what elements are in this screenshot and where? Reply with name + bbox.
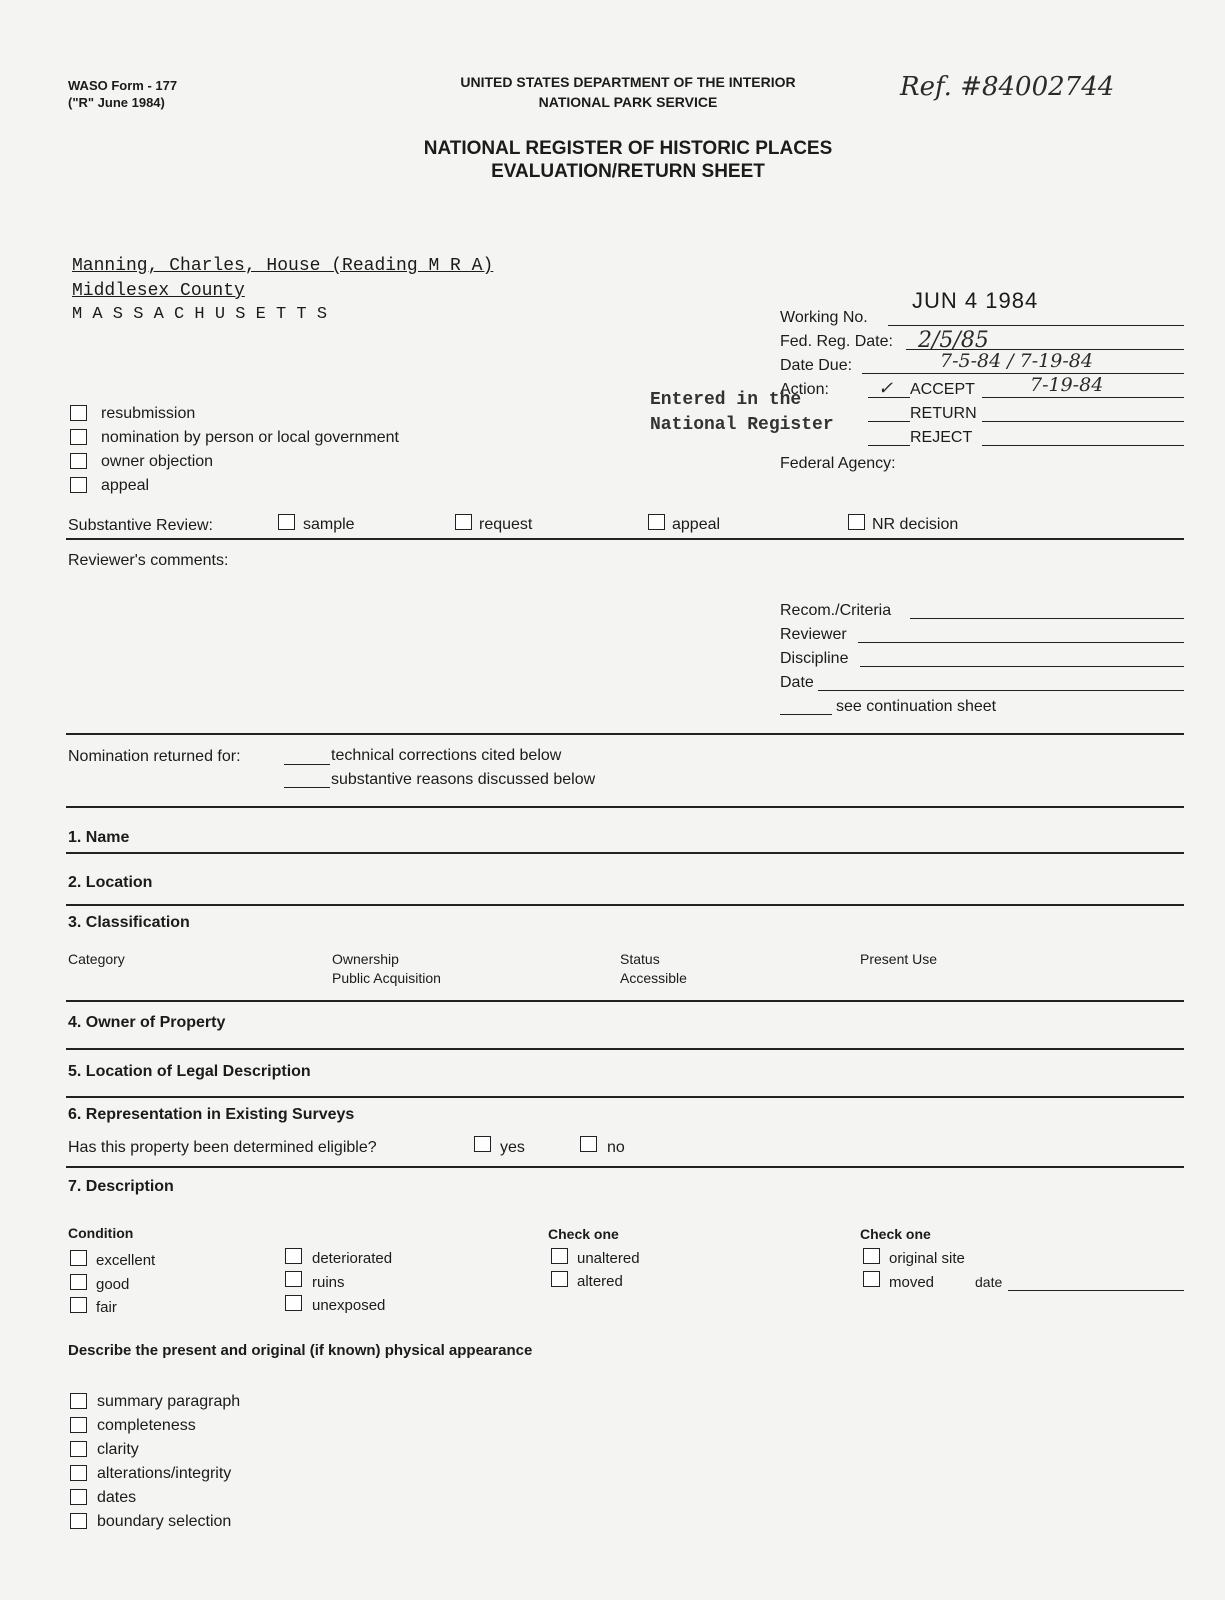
form-subtitle: EVALUATION/RETURN SHEET bbox=[491, 161, 765, 182]
divider bbox=[66, 852, 1184, 854]
section-location-heading: 2. Location bbox=[68, 874, 153, 891]
substantive-review-label: Substantive Review: bbox=[68, 517, 213, 534]
nomination-person-label: nomination by person or local government bbox=[101, 429, 399, 446]
condition-deteriorated-checkbox[interactable] bbox=[285, 1248, 302, 1264]
appeal-label: appeal bbox=[101, 477, 150, 494]
classification-accessible: Accessible bbox=[620, 970, 687, 986]
return-label[interactable]: RETURN bbox=[910, 405, 977, 422]
classification-category: Category bbox=[68, 951, 125, 967]
review-nr-decision-label: NR decision bbox=[872, 516, 959, 533]
technical-corrections-label: technical corrections cited below bbox=[331, 747, 562, 764]
summary-paragraph-checkbox[interactable] bbox=[70, 1393, 87, 1409]
moved-checkbox[interactable] bbox=[863, 1271, 880, 1287]
entered-stamp-line-2: National Register bbox=[650, 415, 834, 435]
resubmission-label: resubmission bbox=[101, 405, 196, 422]
divider bbox=[66, 1048, 1184, 1050]
moved-date-line[interactable] bbox=[1008, 1290, 1184, 1291]
eligible-yes-label: yes bbox=[500, 1139, 525, 1156]
working-no-line bbox=[888, 325, 1184, 326]
divider bbox=[66, 904, 1184, 906]
return-line bbox=[982, 421, 1184, 422]
eligible-no-checkbox[interactable] bbox=[580, 1136, 597, 1152]
section-surveys-heading: 6. Representation in Existing Surveys bbox=[68, 1106, 355, 1123]
eligible-no-label: no bbox=[607, 1139, 625, 1156]
alterations-integrity-checkbox[interactable] bbox=[70, 1465, 87, 1481]
accept-label[interactable]: ACCEPT bbox=[910, 381, 975, 398]
physical-appearance-label: Describe the present and original (if known) physical appearance bbox=[68, 1342, 533, 1359]
property-name: Manning, Charles, House (Reading M R A) bbox=[72, 256, 494, 276]
reviewer-date-line[interactable] bbox=[818, 690, 1184, 691]
working-no-label: Working No. bbox=[780, 309, 868, 326]
divider bbox=[66, 1166, 1184, 1168]
reject-blank bbox=[868, 445, 910, 446]
reject-label[interactable]: REJECT bbox=[910, 429, 973, 446]
reference-number: Ref. #84002744 bbox=[900, 72, 1115, 102]
form-date: ("R" June 1984) bbox=[68, 95, 165, 110]
date-due-line bbox=[862, 373, 1184, 374]
condition-good-checkbox[interactable] bbox=[70, 1274, 87, 1290]
classification-present-use: Present Use bbox=[860, 951, 938, 967]
discipline-label: Discipline bbox=[780, 650, 849, 667]
review-appeal-label: appeal bbox=[672, 516, 721, 533]
accept-date-value: 7-19-84 bbox=[1030, 374, 1104, 396]
nomination-returned-label: Nomination returned for: bbox=[68, 748, 241, 765]
technical-corrections-blank[interactable] bbox=[284, 764, 330, 765]
property-county: Middlesex County bbox=[72, 281, 245, 301]
federal-agency-label: Federal Agency: bbox=[780, 455, 896, 472]
classification-status: Status bbox=[620, 951, 660, 967]
altered-label: altered bbox=[577, 1273, 623, 1290]
eligible-yes-checkbox[interactable] bbox=[474, 1136, 491, 1152]
condition-fair-label: fair bbox=[96, 1299, 117, 1316]
divider bbox=[66, 1000, 1184, 1002]
owner-objection-label: owner objection bbox=[101, 453, 214, 470]
form-title: NATIONAL REGISTER OF HISTORIC PLACES bbox=[423, 138, 833, 159]
original-site-label: original site bbox=[889, 1250, 965, 1267]
entered-stamp-line-1: Entered in the bbox=[650, 390, 802, 410]
condition-deteriorated-label: deteriorated bbox=[312, 1250, 393, 1267]
clarity-label: clarity bbox=[97, 1441, 139, 1458]
alterations-integrity-label: alterations/integrity bbox=[97, 1465, 232, 1482]
section-owner-heading: 4. Owner of Property bbox=[68, 1014, 226, 1031]
reviewer-date-label: Date bbox=[780, 674, 814, 691]
condition-unexposed-checkbox[interactable] bbox=[285, 1295, 302, 1311]
dates-label: dates bbox=[97, 1489, 137, 1506]
form-id: WASO Form - 177 bbox=[68, 78, 178, 93]
nomination-person-checkbox[interactable] bbox=[70, 429, 87, 445]
dates-checkbox[interactable] bbox=[70, 1489, 87, 1505]
condition-label: Condition bbox=[68, 1225, 134, 1241]
fed-reg-date-value: 2/5/85 bbox=[918, 328, 989, 353]
classification-public-acquisition: Public Acquisition bbox=[332, 970, 441, 986]
condition-ruins-label: ruins bbox=[312, 1274, 345, 1291]
boundary-selection-label: boundary selection bbox=[97, 1513, 232, 1530]
completeness-checkbox[interactable] bbox=[70, 1417, 87, 1433]
action-label: Action: bbox=[780, 381, 829, 398]
moved-label: moved bbox=[889, 1274, 935, 1291]
altered-checkbox[interactable] bbox=[551, 1271, 568, 1287]
accept-check-mark: ✓ bbox=[878, 378, 894, 399]
accept-date-line bbox=[982, 397, 1184, 398]
continuation-blank[interactable] bbox=[780, 714, 832, 715]
reject-line bbox=[982, 445, 1184, 446]
fed-reg-date-label: Fed. Reg. Date: bbox=[780, 333, 893, 350]
completeness-label: completeness bbox=[97, 1417, 196, 1434]
recom-criteria-line[interactable] bbox=[910, 618, 1184, 619]
date-due-value: 7-5-84 / 7-19-84 bbox=[940, 350, 1093, 372]
reviewer-line[interactable] bbox=[858, 642, 1184, 643]
divider bbox=[66, 538, 1184, 540]
divider bbox=[66, 733, 1184, 735]
owner-objection-checkbox[interactable] bbox=[70, 453, 87, 469]
unaltered-label: unaltered bbox=[577, 1250, 640, 1267]
recom-criteria-label: Recom./Criteria bbox=[780, 602, 892, 619]
return-blank bbox=[868, 421, 910, 422]
working-no-stamp: JUN 4 1984 bbox=[912, 288, 1039, 313]
review-request-label: request bbox=[479, 516, 533, 533]
review-request-checkbox[interactable] bbox=[455, 514, 472, 530]
condition-unexposed-label: unexposed bbox=[312, 1297, 386, 1314]
review-nr-decision-checkbox[interactable] bbox=[848, 514, 865, 530]
substantive-reasons-blank[interactable] bbox=[284, 787, 330, 788]
review-appeal-checkbox[interactable] bbox=[648, 514, 665, 530]
condition-excellent-label: excellent bbox=[96, 1252, 156, 1269]
summary-paragraph-label: summary paragraph bbox=[97, 1393, 241, 1410]
section-name-heading: 1. Name bbox=[68, 829, 130, 846]
clarity-checkbox[interactable] bbox=[70, 1441, 87, 1457]
resubmission-checkbox[interactable] bbox=[70, 405, 87, 421]
section-classification-heading: 3. Classification bbox=[68, 914, 190, 931]
review-sample-checkbox[interactable] bbox=[278, 514, 295, 530]
appeal-checkbox[interactable] bbox=[70, 477, 87, 493]
discipline-line[interactable] bbox=[860, 666, 1184, 667]
reviewer-comments-label: Reviewer's comments: bbox=[68, 552, 229, 569]
reviewer-label: Reviewer bbox=[780, 626, 847, 643]
classification-ownership: Ownership bbox=[332, 951, 399, 967]
property-state: M A S S A C H U S E T T S bbox=[72, 305, 328, 324]
moved-date-label: date bbox=[975, 1274, 1003, 1290]
original-site-checkbox[interactable] bbox=[863, 1248, 880, 1264]
check-one-site-label: Check one bbox=[860, 1226, 931, 1242]
substantive-reasons-label: substantive reasons discussed below bbox=[331, 771, 596, 788]
eligibility-question: Has this property been determined eligible? bbox=[68, 1139, 377, 1156]
agency-line-2: NATIONAL PARK SERVICE bbox=[538, 94, 718, 110]
review-sample-label: sample bbox=[303, 516, 355, 533]
divider bbox=[66, 806, 1184, 808]
boundary-selection-checkbox[interactable] bbox=[70, 1513, 87, 1529]
section-description-heading: 7. Description bbox=[68, 1178, 174, 1195]
condition-excellent-checkbox[interactable] bbox=[70, 1250, 87, 1266]
date-due-label: Date Due: bbox=[780, 357, 853, 374]
continuation-label: see continuation sheet bbox=[836, 698, 997, 715]
section-legal-description-heading: 5. Location of Legal Description bbox=[68, 1063, 311, 1080]
agency-line-1: UNITED STATES DEPARTMENT OF THE INTERIOR bbox=[460, 74, 796, 90]
check-one-label: Check one bbox=[548, 1226, 619, 1242]
divider bbox=[66, 1096, 1184, 1098]
condition-good-label: good bbox=[96, 1276, 130, 1293]
unaltered-checkbox[interactable] bbox=[551, 1248, 568, 1264]
condition-fair-checkbox[interactable] bbox=[70, 1297, 87, 1313]
condition-ruins-checkbox[interactable] bbox=[285, 1271, 302, 1287]
